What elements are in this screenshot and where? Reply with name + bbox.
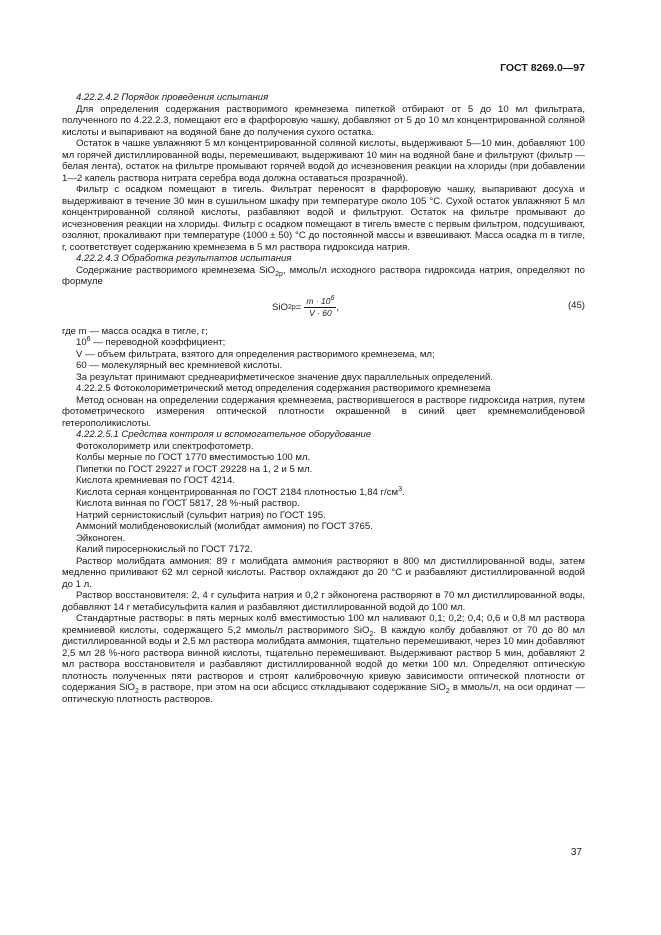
document-body bbox=[62, 92, 585, 705]
list-item: Кислота кремниевая по ГОСТ 4214. bbox=[76, 475, 235, 486]
definition: 60 — молекулярный вес кремниевой кислоты. bbox=[76, 360, 283, 371]
list-item: Фотоколориметр или спектрофотометр. bbox=[76, 440, 254, 452]
formula-definitions bbox=[62, 326, 585, 372]
list-item: Колбы мерные по ГОСТ 1770 вместимостью 100 мл. bbox=[76, 452, 311, 463]
formula-45: SiO 2р = $\frac{m \cdot 10^6}{V \cdot 60}$ , (45) bbox=[272, 294, 585, 318]
list-item: Натрий сернистокислый (сульфит натрия) по ГОСТ 195. bbox=[76, 509, 326, 521]
standard-header: ГОСТ 8269.0—97 bbox=[500, 62, 585, 74]
equation-number: (45) bbox=[567, 299, 585, 311]
paragraph: Раствор молибдата аммония: 89 г молибдата аммония растворяют в 800 мл дистиллированной воды, затем медленно приливают 62 мл серной кислоты. Раствор охлаждают до 20 °С и разбавляют дистиллированной водой до 1 л. bbox=[62, 555, 585, 590]
list-item: Кислота серная концентрированная по ГОСТ 2184 плотностью 1,84 $г/см^3$. bbox=[76, 485, 405, 498]
fraction: $\frac{m \cdot 10^6}{V \cdot 60}$ bbox=[306, 294, 335, 318]
section-heading: 4.22.2.4.3 Обработка результатов испытания bbox=[76, 253, 292, 264]
list-item: Пипетки по ГОСТ 29227 и ГОСТ 29228 на 1, 2 и 5 мл. bbox=[76, 463, 313, 475]
list-item: Кислота винная по ГОСТ 5817, 28 %-ный раствор. bbox=[76, 498, 300, 509]
list-item: Эйконоген. bbox=[76, 532, 126, 544]
section-heading: 4.22.2.5 Фотоколориметрический метод определения содержания растворимого кремнезема bbox=[76, 383, 491, 394]
definition: V — объем фильтрата, взятого для определения растворимого кремнезема, мл; bbox=[76, 348, 435, 360]
paragraph: Остаток в чашке увлажняют 5 мл концентрированной соляной кислоты, выдерживают 5—10 мин, добавляют 100 мл горячей дистиллированной воды, перемешивают, выдерживают 10 мин на водяной бане и фильтруют (фильтр — белая лента), остаток на фильтре промывают горячей водой до исчезновения реакции на хлориды (при добавлении 1—2 капель раствора нитрата серебра вода должна оставаться прозрачной). bbox=[62, 138, 585, 184]
paragraph: Стандартные растворы: в пять мерных колб вместимостью 100 мл наливают 0,1; 0,2; 0,4; 0,6 и 0,8 мл раствора кремниевой кислоты, содержащего 5,2 ммоль/л растворимого SiO$_2$. В каждую колбу добавляют от 70 до 80 мл дистиллированной воды и 2,5 мл раствора молибдата аммония, тщательно перемешивают, через 10 мин добавляют 2,5 мл 28 %-ного раствора винной кислоты, тщательно перемешивают. Выдерживают раствор 5 мин, добавляют 2 мл раствора восстановителя и разбавляют дистиллированной водой до метки 100 мл. Определяют оптическую плотность полученных пяти растворов и строят калибровочную кривую зависимости оптической плотности от содержания SiO$_2$ в растворе, при этом на оси абсцисс откладывают содержание SiO$_2$ в ммоль/л, на оси ординат — оптическую плотность растворов. bbox=[62, 613, 585, 705]
section-heading: 4.22.2.5.1 Средства контроля и вспомогательное оборудование bbox=[76, 429, 372, 440]
paragraph: Для определения содержания растворимого кремнезема пипеткой отбирают от 5 до 10 мл фильтрата, полученного по 4.22.2.3, помещают его в фарфоровую чашку, добавляют от 5 до 10 мл концентрированной соляной кислоты и выпаривают на водяной бане до получения сухого остатка. bbox=[62, 103, 585, 138]
paragraph: Фильтр с осадком помещают в тигель. Фильтрат переносят в фарфоровую чашку, выпаривают досуха и выдерживают в течение 30 мин в сушильном шкафу при температуре около 105 °С. Сухой остаток увлажняют 5 мл концентрированной соляной кислоты, разбавляют водой и фильтруют. Остаток на фильтре промывают до исчезновения реакции на хлориды. Фильтр с осадком помещают в тигель вместе с первым фильтром, подсушивают, озоляют, прокаливают при температуре (1000 ± 50) °С до постоянной массы и взвешивают. Масса осадка m в тигле, г, соответствует содержанию кремнезема в 5 мл раствора гидроксида натрия. bbox=[62, 184, 585, 253]
list-item: Аммоний молибденовокислый (молибдат аммония) по ГОСТ 3765. bbox=[76, 521, 373, 532]
paragraph: За результат принимают среднеарифметическое значение двух параллельных определений. bbox=[76, 371, 493, 383]
definition: где m — масса осадка в тигле, г; bbox=[62, 325, 208, 337]
paragraph: Раствор восстановителя: 2, 4 г сульфита натрия и 0,2 г эйконогена растворяют в 70 мл дистиллированной воды, добавляют 14 г метабисульфита калия и разбавляют дистиллированной водой до 100 мл. bbox=[62, 590, 585, 613]
paragraph: Метод основан на определении содержания кремнезема, растворившегося в растворе гидроксида натрия, путем фотометрического измерения оптической плотности окрашенной в синий цвет кремнемолибденовой гетерополикислоты. bbox=[62, 394, 585, 429]
definition: $10^6$ — переводной коэффициент; bbox=[76, 335, 226, 348]
list-item: Калий пиросернокислый по ГОСТ 7172. bbox=[76, 544, 253, 555]
page-number: 37 bbox=[570, 847, 582, 858]
paragraph: Содержание растворимого кремнезема SiO$_{2р}$, ммоль/л исходного раствора гидроксида натрия, определяют по формуле bbox=[62, 264, 585, 287]
section-heading: 4.22.2.4.2 Порядок проведения испытания bbox=[76, 92, 269, 103]
